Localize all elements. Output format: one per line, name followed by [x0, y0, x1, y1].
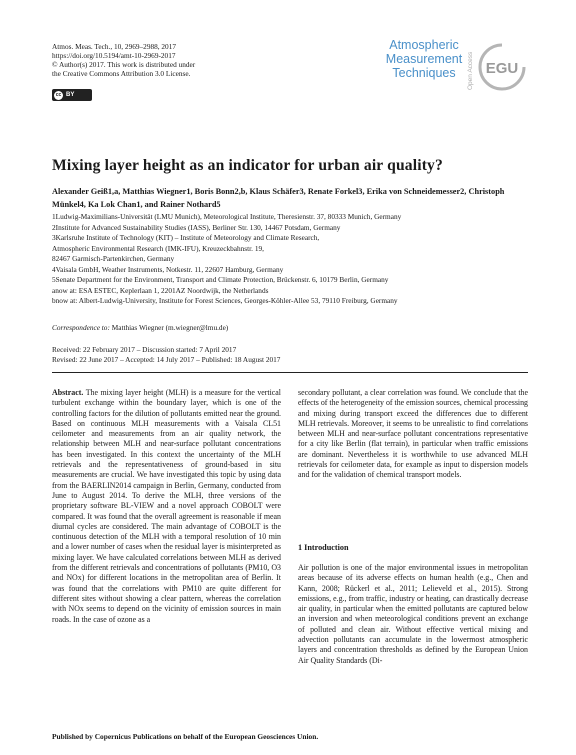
published-date: Revised: 22 June 2017 – Accepted: 14 July 2017 – Published: 18 August 2017: [52, 355, 281, 365]
abstract-label: Abstract.: [52, 388, 84, 397]
cc-icon: cc: [55, 92, 62, 98]
svg-text:Open Access: Open Access: [467, 51, 474, 90]
affiliation-3: 3Karlsruhe Institute of Technology (KIT) – Institute of Meteorology and Climate Research,: [52, 233, 320, 242]
affiliation-3-cont: Atmospheric Environmental Research (IMK-IFU), Kreuzeckbahnstr. 19,: [52, 243, 264, 253]
affiliation-2: 2Institute for Advanced Sustainability Studies (IASS), Berliner Str. 130, 14467 Potsdam, Germany: [52, 222, 341, 232]
by-icon: BY: [66, 92, 75, 98]
abstract-text: The mixing layer height (MLH) is a measure for the vertical turbulent exchange within the boundary layer, which is one of the controlling factors for the dilution of pollutants emitted near the ground. Based on continuous MLH measurements with a Vaisala CL51 ceilometer and measurements from an air quality network, the relationship between MLH and near-surface pollutant concentrations has been investigated. In this context the uncertainty of the MLH retrievals and the representativeness of ground-based in situ measurements are crucial. We have investigated this topic by using data from the BAERLIN2014 campaign in Berlin, Germany, conducted from June to August 2014. To derive the MLH, three versions of the proprietary software BL-VIEW and a novel approach COBOLT were compared. It was found that the overall agreement is reasonable if mean diurnal cycles are considered. The main advantage of COBOLT is the continuous detection of the MLH with a temporal resolution of 10 min and a lower number of cases when the residual layer is misinterpreted as mixing layer. We have calculated correlations between MLH as derived from the different retrievals and concentrations of pollutants (PM10, O3 and NOx) for different locations in the metropolitan area of Berlin. It was found that the correlations with PM10 are quite different for different sites without showing a clear pattern, whereas the correlation with NOx seems to depend on the vicinity of emission sources in main roads. In the case of ozone as a: [52, 388, 281, 624]
publisher-footer: Published by Copernicus Publications on behalf of the European Geosciences Union.: [52, 732, 319, 741]
author-list: Alexander Geiß1,a, Matthias Wiegner1, Boris Bonn2,b, Klaus Schäfer3, Renate Forkel3, Erika von Schneidemesser2, Christoph Münkel4, Ka Lok Chan1, and Rainer Nothard5: [52, 187, 505, 209]
affiliation-a: anow at: ESA ESTEC, Keplerlaan 1, 2201AZ Noordwijk, the Netherlands: [52, 285, 269, 295]
egu-logo: [476, 42, 528, 92]
open-access-label: [463, 40, 477, 92]
header-meta: [52, 43, 302, 79]
received-date: Received: 22 February 2017 – Discussion started: 7 April 2017: [52, 345, 237, 354]
svg-text:EGU: EGU: [485, 60, 519, 77]
correspondence-label: Correspondence to:: [52, 323, 110, 332]
introduction-text: Air pollution is one of the major environmental issues in metropolitan areas because of its adverse effects on human health (e.g., Chen and Kann, 2008; Rückerl et al., 2011; Lelieveld et al., 2015). Strong emissions, e.g., from traffic, industry or heating, can drastically decrease air quality, in particular when the emitted pollutants are captured below an inversion and when meteorological conditions prevent an exchange of polluted and clean air. Without effective vertical mixing and advection pollutants can accumulate in the lowermost atmospheric layers and concentration thresholds as defined by the European Union Air Quality Standards (Di-: [298, 563, 528, 665]
affiliation-b: bnow at: Albert-Ludwig-University, Institute for Forest Sciences, Georges-Köhler-Allee 53, 79110 Freiburg, Germany: [52, 296, 398, 305]
journal-line-3: Techniques: [392, 66, 456, 80]
cc-by-badge[interactable]: [52, 89, 92, 101]
dates: [52, 345, 528, 366]
affiliations: [52, 212, 528, 307]
affiliation-4: 4Vaisala GmbH, Weather Instruments, Notkestr. 11, 22607 Hamburg, Germany: [52, 264, 284, 274]
license-text: the Creative Commons Attribution 3.0 License.: [52, 68, 191, 78]
affiliation-1: 1Ludwig-Maximilians-Universität (LMU Munich), Meteorological Institute, Theresienstr. 37, 80333 Munich, Germany: [52, 212, 402, 221]
copyright: © Author(s) 2017. This work is distributed under: [52, 59, 196, 69]
divider: [52, 372, 528, 373]
doi-link[interactable]: https://doi.org/10.5194/amt-10-2969-2017: [52, 50, 176, 60]
affiliation-5: 5Senate Department for the Environment, Transport and Climate Protection, Brückenstr. 6, 10179 Berlin, Germany: [52, 275, 389, 284]
section-heading: 1 Introduction: [298, 543, 349, 552]
citation: Atmos. Meas. Tech., 10, 2969–2988, 2017: [52, 42, 177, 51]
abstract-continuation: secondary pollutant, a clear correlation was found. We conclude that the effects of the heterogeneity of the emission sources, chemical processing and mixing during transport exceed the differences due to different MLH retrievals. Moreover, it seems to be unrealistic to find correlations between MLH and near-surface pollutant concentrations representative for a city like Berlin (flat terrain), in particular when traffic emissions are dominant. Nevertheless it is worthwhile to use advanced MLH retrievals for ceilometer data, for example as input to dispersion models and for the validation of chemical transport models.: [298, 388, 528, 480]
journal-line-2: Measurement: [385, 52, 463, 66]
paper-title: Mixing layer height as an indicator for urban air quality?: [52, 157, 443, 174]
abstract-column: [52, 388, 281, 625]
correspondence-email[interactable]: Matthias Wiegner (m.wiegner@lmu.de): [111, 323, 229, 332]
correspondence: [52, 323, 528, 332]
affiliation-3-cont2: 82467 Garmisch-Partenkirchen, Germany: [52, 254, 175, 263]
journal-name: [372, 38, 476, 80]
journal-line-1: Atmospheric: [389, 38, 459, 52]
